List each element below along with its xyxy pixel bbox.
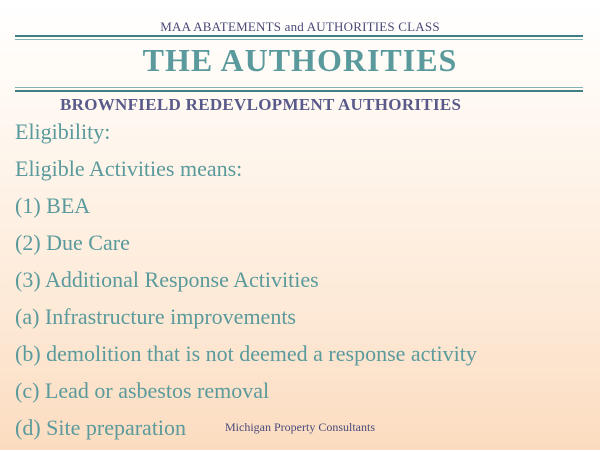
body-line-demolition: (b) demolition that is not deemed a response activity [15, 341, 477, 366]
body-line-bea: (1) BEA [15, 193, 91, 218]
top-rule-thin [15, 39, 583, 40]
body-line-eligible-activities: Eligible Activities means: [15, 156, 243, 181]
body-line-lead-asbestos: (c) Lead or asbestos removal [15, 378, 270, 403]
class-header: MAA ABATEMENTS and AUTHORITIES CLASS [160, 19, 440, 34]
slide-title: THE AUTHORITIES [142, 42, 458, 78]
footer-credit: Michigan Property Consultants [225, 420, 375, 434]
body-line-eligibility: Eligibility: [15, 119, 111, 144]
body-list [15, 118, 477, 451]
body-line-site-preparation: (d) Site preparation [15, 415, 187, 440]
body-line-additional-response: (3) Additional Response Activities [15, 267, 319, 292]
body-line-due-care: (2) Due Care [15, 230, 130, 255]
top-rule-thick [15, 35, 583, 37]
slide-subtitle: BROWNFIELD REDEVLOPMENT AUTHORITIES [60, 95, 462, 114]
bottom-rule-thick [15, 90, 583, 92]
bottom-rule-thin [15, 87, 583, 88]
body-line-infrastructure: (a) Infrastructure improvements [15, 304, 296, 329]
